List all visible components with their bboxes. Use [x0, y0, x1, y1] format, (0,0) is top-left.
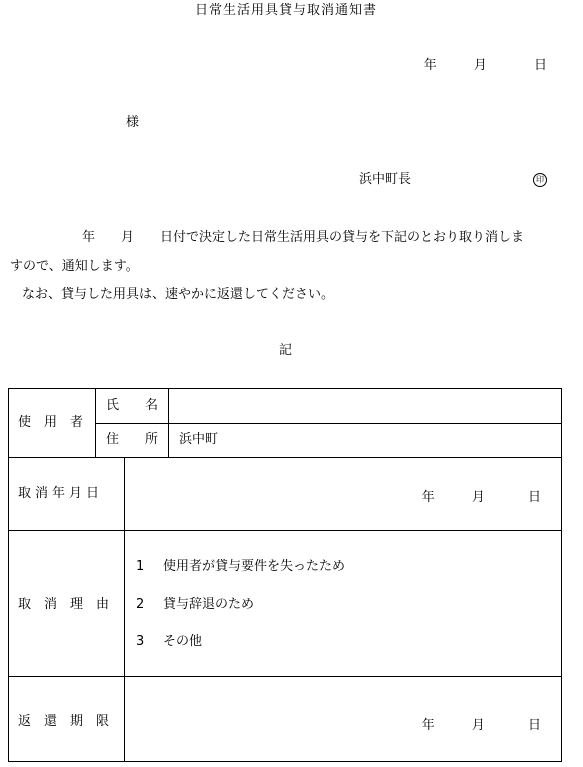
- addressee: 様: [126, 115, 140, 130]
- table-rule: [124, 457, 125, 761]
- cancel-date-value: [422, 486, 541, 505]
- cancel-month: 月: [471, 490, 485, 505]
- body-line-2: すので、通知します。: [10, 259, 139, 274]
- user-label: [18, 415, 88, 431]
- reason-num: 3: [136, 634, 145, 649]
- body-line-1: 年 月 日付で決定した日常生活用具の貸与を下記のとおり取り消しま: [82, 230, 525, 245]
- address-label: 住 所: [106, 432, 159, 447]
- header-day: 日: [533, 58, 547, 73]
- reason-option-1: [136, 559, 345, 575]
- reason-text: 貸与辞退のため: [163, 597, 255, 612]
- reason-text: 使用者が貸与要件を失ったため: [163, 559, 346, 574]
- return-deadline-label: 返 還 期 限: [18, 714, 110, 729]
- cancel-year: 年: [421, 490, 435, 505]
- reason-text: その他: [163, 634, 203, 649]
- body-line-3: なお、貸与した用具は、速やかに返還してください。: [22, 287, 335, 302]
- return-month: 月: [471, 718, 485, 733]
- table-rule: [9, 457, 561, 458]
- return-year: 年: [421, 718, 435, 733]
- reason-num: 1: [136, 559, 145, 574]
- table-rule: [168, 389, 169, 457]
- seal-mark: 印: [533, 173, 547, 187]
- user-label-text: 使 用 者: [18, 415, 84, 430]
- table-rule: [95, 423, 561, 424]
- return-deadline-value: [422, 714, 541, 733]
- cancel-day: 日: [527, 490, 541, 505]
- name-label: 氏 名: [106, 398, 159, 413]
- reason-option-2: [136, 597, 254, 613]
- address-value: 浜中町: [179, 432, 219, 447]
- header-date: [424, 58, 547, 74]
- reason-option-3: [136, 634, 202, 650]
- details-table: [8, 388, 562, 762]
- ki-heading: 記: [279, 343, 293, 358]
- cancel-date-label: 取消年月日: [18, 486, 104, 501]
- table-rule: [9, 676, 561, 677]
- table-rule: [9, 530, 561, 531]
- header-month: 月: [473, 58, 487, 73]
- document-title: 日常生活用具貸与取消通知書: [194, 3, 377, 18]
- reason-label: 取 消 理 由: [18, 597, 110, 612]
- table-rule: [95, 389, 96, 457]
- issuer-name: 浜中町長: [359, 172, 412, 187]
- reason-num: 2: [136, 597, 145, 612]
- return-day: 日: [527, 718, 541, 733]
- header-year: 年: [423, 58, 437, 73]
